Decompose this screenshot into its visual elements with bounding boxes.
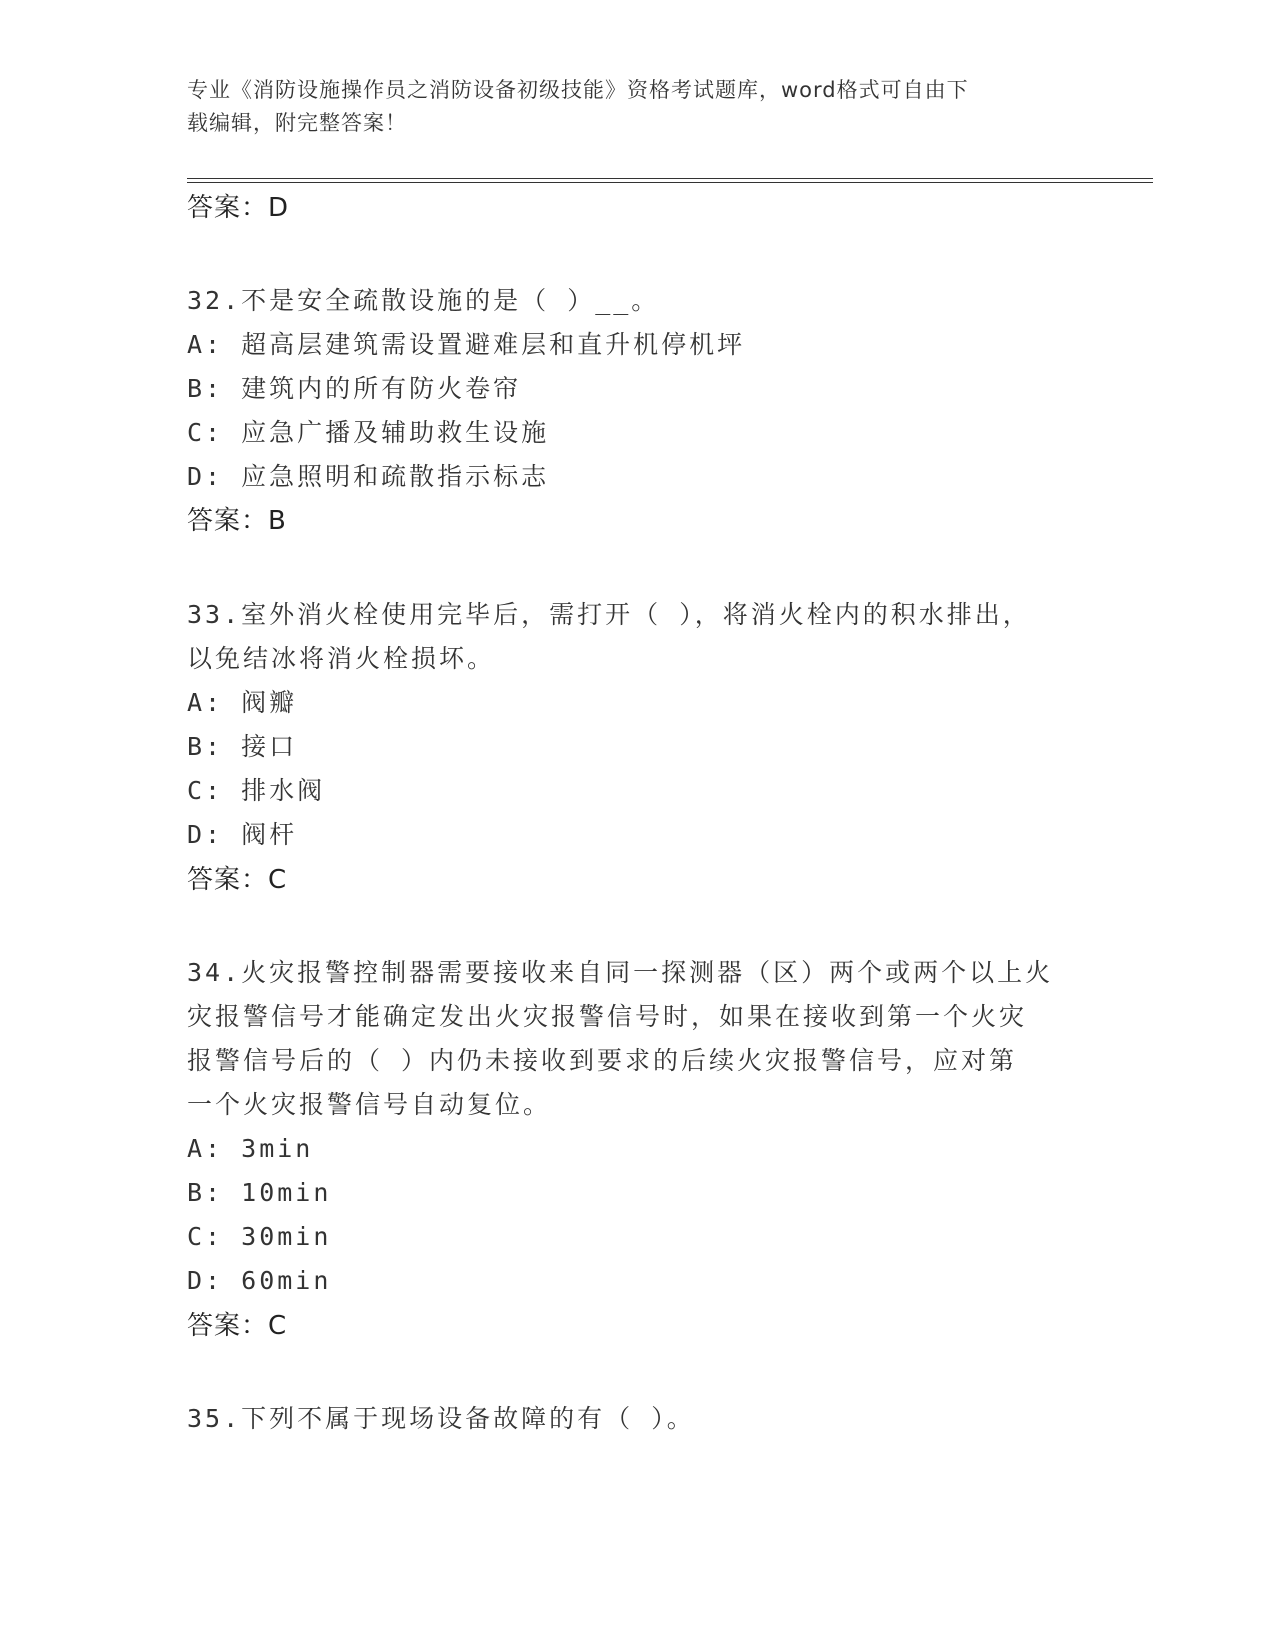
question-34-option-a: A: 3min	[187, 1134, 314, 1163]
question-34-stem-line-1: 34.火灾报警控制器需要接收来自同一探测器（区）两个或两个以上火	[187, 958, 1054, 987]
question-33-stem-line-1: 33.室外消火栓使用完毕后，需打开（ ），将消火栓内的积水排出，	[187, 600, 1031, 629]
header-divider-top	[187, 178, 1153, 179]
question-32-stem: 32.不是安全疏散设施的是（ ）__。	[187, 286, 660, 315]
question-32-option-a: A: 超高层建筑需设置避难层和直升机停机坪	[187, 330, 746, 359]
header-line-2: 载编辑，附完整答案！	[187, 111, 407, 135]
question-33-option-a: A: 阀瓣	[187, 688, 298, 717]
question-32-option-d: D: 应急照明和疏散指示标志	[187, 462, 550, 491]
question-34-option-b: B: 10min	[187, 1178, 332, 1207]
previous-answer: 答案：D	[187, 193, 290, 223]
question-33-answer: 答案：C	[187, 865, 288, 895]
question-34-option-d: D: 60min	[187, 1266, 332, 1295]
question-32-option-c: C: 应急广播及辅助救生设施	[187, 418, 550, 447]
question-34-stem-line-4: 一个火灾报警信号自动复位。	[187, 1090, 552, 1119]
question-32-answer: 答案：B	[187, 506, 287, 536]
question-33-option-d: D: 阀杆	[187, 820, 298, 849]
question-33-option-c: C: 排水阀	[187, 776, 326, 805]
question-33-stem-line-2: 以免结冰将消火栓损坏。	[187, 644, 496, 673]
question-33-option-b: B: 接口	[187, 732, 298, 761]
header-divider-bottom	[187, 182, 1153, 183]
question-32-option-b: B: 建筑内的所有防火卷帘	[187, 374, 522, 403]
header-line-1: 专业《消防设施操作员之消防设备初级技能》资格考试题库，word格式可自由下	[187, 78, 969, 102]
question-34-stem-line-2: 灾报警信号才能确定发出火灾报警信号时，如果在接收到第一个火灾	[187, 1002, 1028, 1031]
question-34-stem-line-3: 报警信号后的（ ）内仍未接收到要求的后续火灾报警信号，应对第	[187, 1046, 1018, 1075]
question-34-answer: 答案：C	[187, 1311, 288, 1341]
document-header	[187, 74, 1067, 140]
question-34-option-c: C: 30min	[187, 1222, 332, 1251]
question-35-stem: 35.下列不属于现场设备故障的有（ ）。	[187, 1404, 695, 1433]
